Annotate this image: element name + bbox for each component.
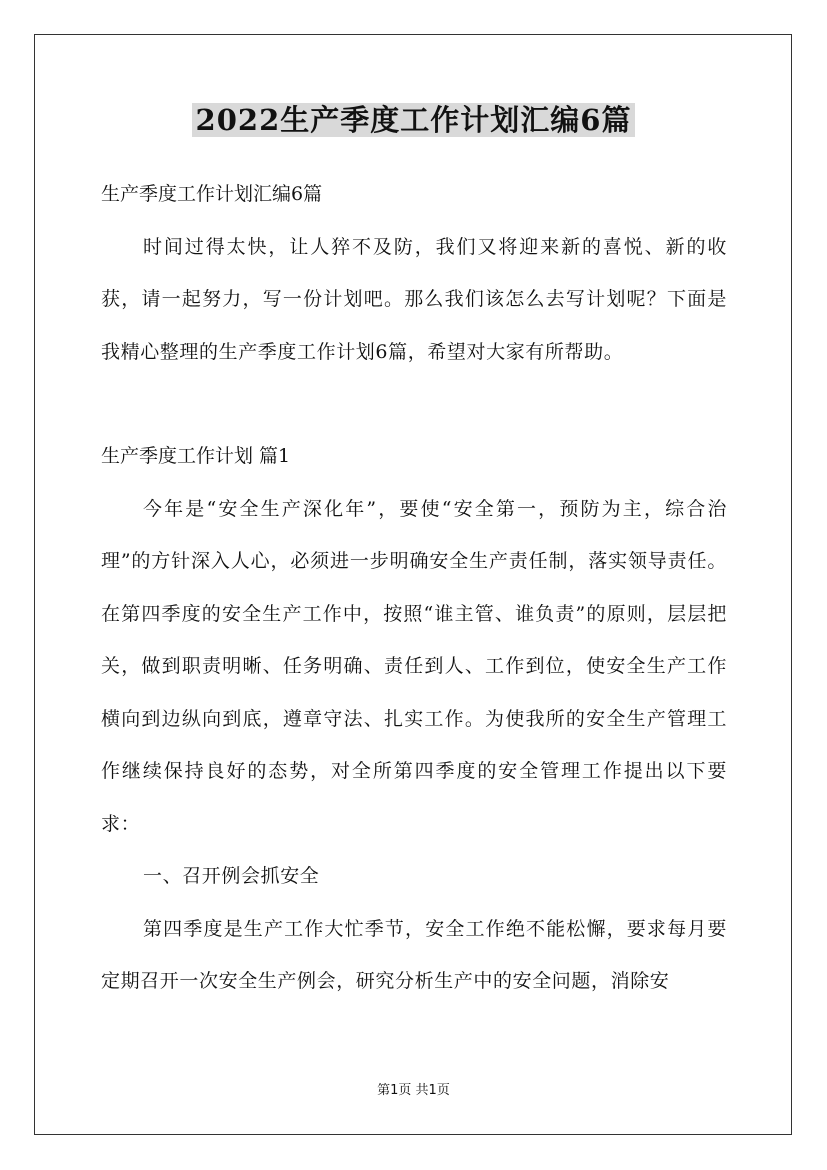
document-subtitle: 生产季度工作计划汇编6篇	[101, 183, 323, 205]
item-paragraph: 第四季度是生产工作大忙季节，安全工作绝不能松懈，要求每月要定期召开一次安全生产例会，研究分析生产中的安全问题，消除安	[101, 917, 727, 992]
document-title	[0, 98, 827, 142]
document-body	[101, 168, 727, 1008]
section-heading: 生产季度工作计划 篇1	[101, 445, 291, 467]
section-paragraph: 今年是“安全生产深化年”，要使“安全第一，预防为主，综合治理”的方针深入人心，必须进一步明确安全生产责任制，落实领导责任。在第四季度的安全生产工作中，按照“谁主管、谁负责”的原则，层层把关，做到职责明晰、任务明确、责任到人、工作到位，使安全生产工作横向到边纵向到底，遵章守法、扎实工作。为使我所的安全生产管理工作继续保持良好的态势，对全所第四季度的安全管理工作提出以下要求：	[101, 497, 727, 835]
document-title-text: 2022生产季度工作计划汇编6篇	[192, 103, 636, 137]
page-footer: 第1页 共1页	[377, 1083, 450, 1098]
paragraph-spacer	[101, 378, 727, 430]
intro-paragraph: 时间过得太快，让人猝不及防，我们又将迎来新的喜悦、新的收获，请一起努力，写一份计划吧。那么我们该怎么去写计划呢？下面是我精心整理的生产季度工作计划6篇，希望对大家有所帮助。	[101, 235, 727, 363]
item-heading: 一、召开例会抓安全	[143, 865, 320, 887]
